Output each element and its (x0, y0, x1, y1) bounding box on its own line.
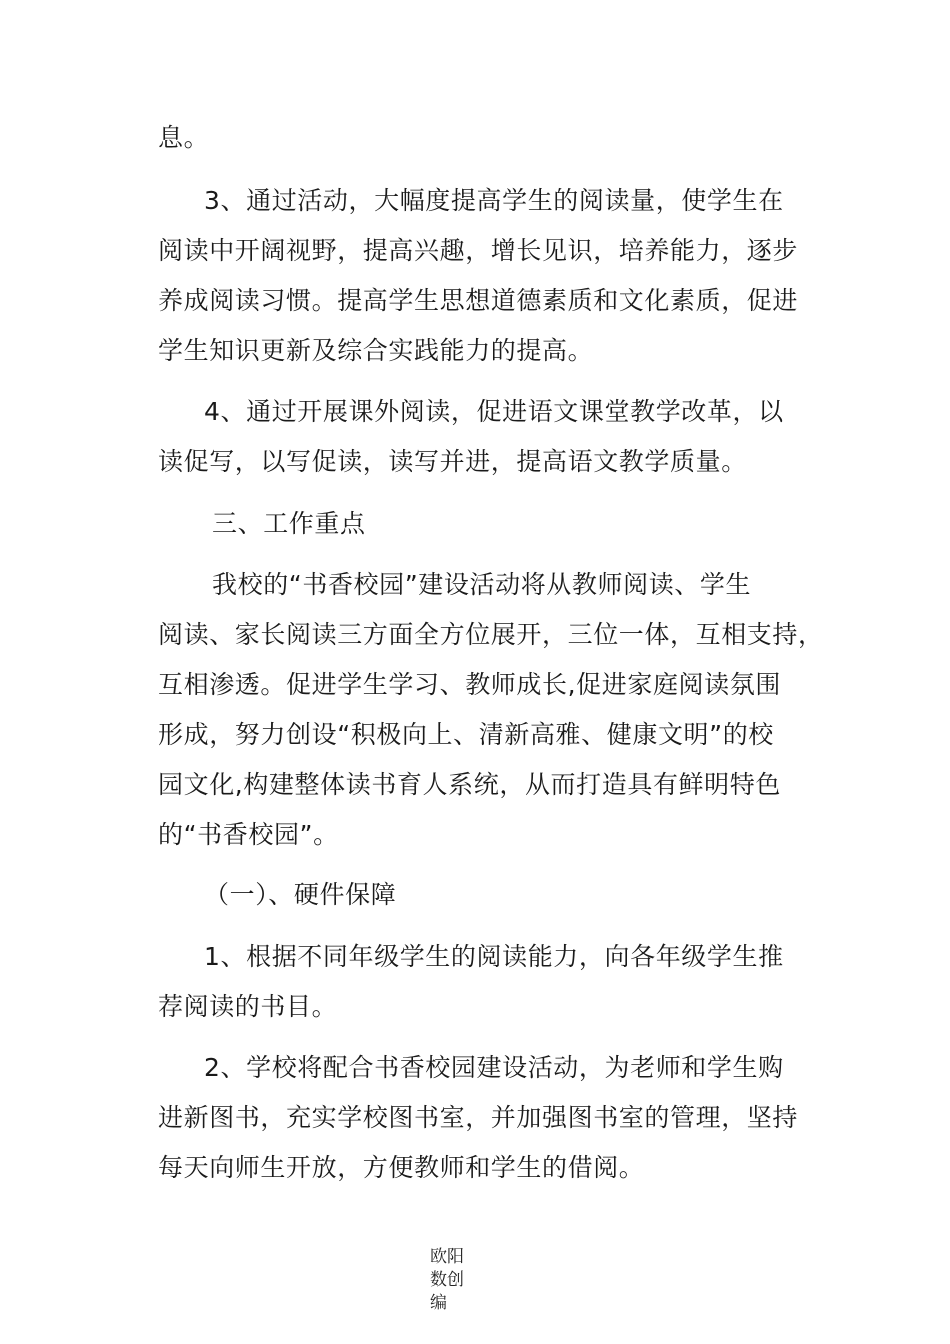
footer-line: 编 (430, 1293, 447, 1313)
text-line: 形成，努力创设“积极向上、清新高雅、健康文明”的校 (158, 720, 774, 749)
text-line: 荐阅读的书目。 (158, 992, 338, 1021)
paragraph-hardware-1 (158, 932, 818, 1032)
text-line: 阅读中开阔视野，提高兴趣，增长见识，培养能力，逐步 (158, 236, 799, 265)
paragraph-focus (158, 560, 824, 860)
footer-line: 数创 (430, 1270, 464, 1290)
text-line: 1、根据不同年级学生的阅读能力，向各年级学生推 (204, 942, 784, 971)
page-footer (430, 1246, 474, 1315)
text-line: 读促写，以写促读，读写并进，提高语文教学质量。 (158, 447, 747, 476)
paragraph-item-3 (158, 176, 818, 376)
text-line: 互相渗透。促进学生学习、教师成长,促进家庭阅读氛围 (158, 670, 781, 699)
text-line: 3、通过活动，大幅度提高学生的阅读量，使学生在 (204, 186, 784, 215)
section-heading (158, 499, 818, 549)
text-line: 4、通过开展课外阅读，促进语文课堂教学改革，以 (204, 397, 784, 426)
text-line: 阅读、家长阅读三方面全方位展开，三位一体，互相支持， (158, 620, 824, 649)
text-line: 养成阅读习惯。提高学生思想道德素质和文化素质，促进 (158, 286, 799, 315)
subheading-text: （一）、硬件保障 (204, 880, 397, 909)
text-line: 息。 (158, 123, 210, 152)
subsection-heading (158, 870, 818, 920)
heading-text: 三、工作重点 (212, 509, 366, 538)
text-line: 学生知识更新及综合实践能力的提高。 (158, 336, 594, 365)
text-line: 我校的“书香校园”建设活动将从教师阅读、学生 (212, 570, 752, 599)
paragraph-item-4 (158, 387, 818, 487)
text-line: 的“书香校园”。 (158, 820, 339, 849)
paragraph-continuation (158, 113, 818, 163)
text-line: 每天向师生开放，方便教师和学生的借阅。 (158, 1153, 645, 1182)
paragraph-hardware-2 (158, 1043, 818, 1193)
text-line: 进新图书，充实学校图书室，并加强图书室的管理，坚持 (158, 1103, 799, 1132)
text-line: 2、学校将配合书香校园建设活动，为老师和学生购 (204, 1053, 784, 1082)
text-line: 园文化,构建整体读书育人系统，从而打造具有鲜明特色 (158, 770, 781, 799)
footer-line: 欧阳 (430, 1247, 464, 1267)
